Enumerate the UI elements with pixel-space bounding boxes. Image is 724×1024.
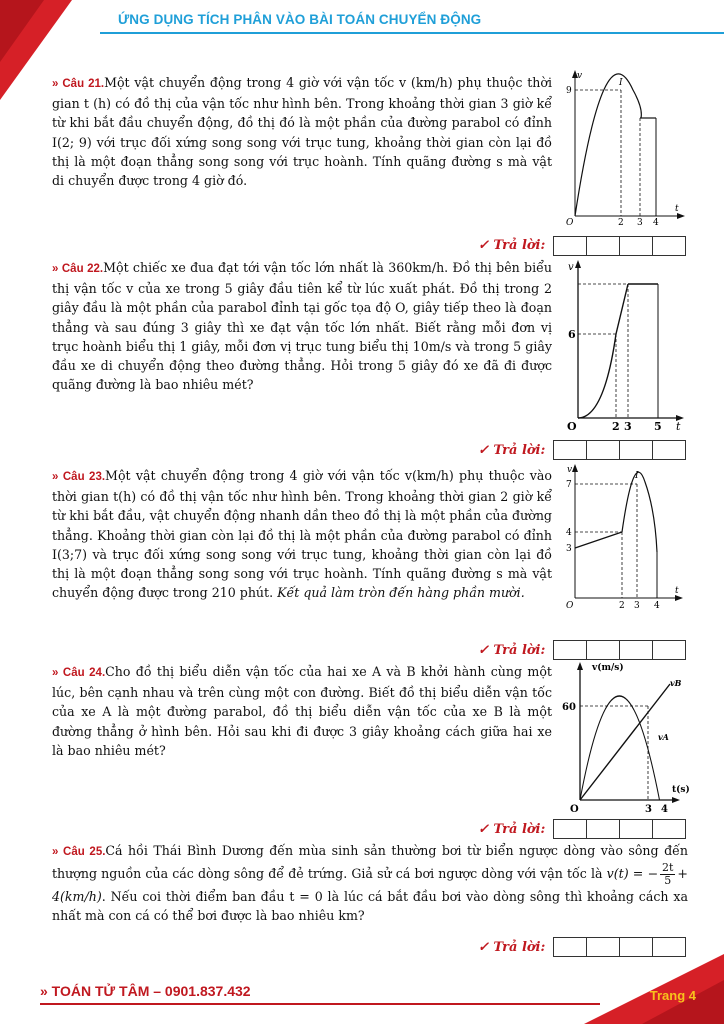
question-text: Một vật chuyển động trong 4 giờ với vận tốc v(km/h) phụ thuộc vào thời gian t(h) có đồ thị vận tốc như hình bên. Trong khoảng thời gian 2 giờ kể từ khi bắt đầu, vật chuyển động nhanh dần theo đồ thị là một phần của đường thẳng. Khoảng thời gian còn lại đồ thị là một phần của đường parabol có đỉnh I(3;7) và trục đối xứng song song với trục tung, khoảng thời gian còn lại đồ thị là một đoạn thẳng song song với trục hoành. Tính quãng đường s mà vật chuyển động được trong 210 phút.	[52, 468, 552, 601]
question-text: Cho đồ thị biểu diễn vận tốc của hai xe A và B khởi hành cùng một lúc, bên cạnh nhau và trên cùng một con đường. Biết đồ thị biểu diễn vận tốc của xe A là một đường parabol, đồ thị biểu diễn vận tốc của xe B là một đường thẳng ở hình bên. Hỏi sau khi đi được 3 giây khoảng cách giữa hai xe là bao nhiêu mét?	[52, 664, 552, 758]
origin-label: O	[567, 420, 577, 433]
x-axis-label: t	[676, 420, 681, 433]
question-text: Một vật chuyển động trong 4 giờ với vận tốc v (km/h) phụ thuộc thời gian t (h) có đồ thị của vận tốc như hình bên. Trong khoảng thời gian 3 giờ kể từ khi bắt đầu chuyển động, đồ thị đó là một phần của đường parabol có đỉnh I(2; 9) với trục đối xứng song song với trục tung, khoảng thời gian còn lại đồ thị là một đoạn thẳng song song với trục hoành. Tính quãng đường s mà vật di chuyển được trong 4 giờ đó.	[52, 75, 552, 189]
y-tick-label: 6	[568, 328, 576, 341]
answer-boxes[interactable]	[553, 236, 686, 256]
x-tick-label: 3	[624, 420, 632, 433]
question-21	[52, 73, 552, 190]
question-text: Một chiếc xe đua đạt tới vận tốc lớn nhất là 360km/h. Đồ thị bên biểu thị vận tốc v của xe trong 5 giây đầu tiên kể từ lúc xuất phát. Đồ thị trong 2 giây đầu là một phần của parabol đỉnh tại gốc tọa độ O, giây tiếp theo là đoạn thẳng và sau đúng 3 giây thì xe đạt vận tốc lớn nhất. Biết rằng mỗi đơn vị trục hoành biểu thị 1 giây, mỗi đơn vị trục tung biểu thị 10m/s và trong 5 giây đầu xe di chuyển động theo đường thẳng. Hỏi trong 5 giây đó xe đã đi được quãng đường là bao nhiêu mét?	[52, 260, 553, 393]
answer-label: ✓ Trả lời:	[478, 238, 546, 253]
question-24	[52, 662, 552, 760]
question-note: Kết quả làm tròn đến hàng phần mười.	[277, 585, 525, 601]
question-label: » Câu 23.	[52, 471, 106, 483]
vertex-label: I	[619, 78, 623, 88]
graph-q21	[563, 68, 688, 228]
x-axis-label: t	[675, 204, 679, 214]
question-label: » Câu 25.	[52, 846, 106, 858]
graph-q23	[563, 462, 688, 612]
question-text: Cá hồi Thái Bình Dương đến mùa sinh sản thường bơi từ biển ngược dòng vào sông đến thượng nguồn của các dòng sông để đẻ trứng. Giả sử cá bơi ngược dòng với vận tốc là	[52, 843, 688, 882]
formula-rhs: + 4(km/h)	[52, 866, 688, 905]
x-tick-label: 2	[618, 218, 624, 228]
answer-label: ✓ Trả lời:	[478, 443, 546, 458]
answer-label: ✓ Trả lời:	[478, 643, 546, 658]
y-tick-label: 4	[566, 528, 572, 538]
y-axis-label: v	[568, 262, 574, 273]
origin-label: O	[566, 601, 574, 611]
question-label: » Câu 22.	[52, 263, 104, 275]
footer-author: » TOÁN TỬ TÂM – 0901.837.432	[40, 983, 251, 999]
fraction-denominator: 5	[664, 874, 672, 888]
question-22	[52, 258, 552, 394]
y-tick-label: 3	[566, 544, 572, 554]
question-25	[52, 841, 688, 926]
fraction-numerator: 2t	[662, 861, 674, 875]
series-a-label: vA	[658, 732, 669, 742]
page-number: Trang 4	[649, 988, 696, 1003]
answer-label: ✓ Trả lời:	[478, 940, 546, 955]
question-23	[52, 466, 552, 602]
y-tick-label: 9	[566, 86, 572, 96]
page-header-title: ỨNG DỤNG TÍCH PHÂN VÀO BÀI TOÁN CHUYỂN ĐỘNG	[118, 12, 482, 27]
x-tick-label: 3	[637, 218, 643, 228]
x-tick-label: 3	[634, 601, 640, 611]
corner-decoration-top-left-inner	[0, 0, 44, 62]
vertex-label: I	[635, 471, 639, 481]
formula-lhs: v(t) = −	[606, 866, 658, 882]
answer-boxes[interactable]	[553, 640, 686, 660]
header-divider	[100, 32, 724, 34]
origin-label: O	[566, 218, 574, 228]
answer-boxes[interactable]	[553, 819, 686, 839]
y-axis-label: v(m/s)	[592, 663, 624, 673]
answer-boxes[interactable]	[553, 440, 686, 460]
y-axis-label: v	[577, 71, 583, 81]
question-label: » Câu 24.	[52, 667, 106, 679]
y-tick-label: 60	[562, 702, 576, 713]
graph-q24	[562, 660, 692, 815]
x-tick-label: 4	[653, 218, 659, 228]
y-tick-label: 7	[566, 480, 572, 490]
x-tick-label: 2	[612, 420, 620, 433]
formula-fraction	[660, 862, 675, 887]
origin-label: O	[570, 804, 579, 815]
x-axis-label: t(s)	[672, 785, 690, 795]
graph-q22	[564, 258, 689, 433]
y-axis-label: v	[567, 465, 573, 475]
series-b-label: vB	[670, 678, 682, 688]
x-axis-label: t	[675, 586, 679, 596]
x-tick-label: 5	[654, 420, 662, 433]
x-tick-label: 4	[654, 601, 660, 611]
x-tick-label: 3	[645, 804, 652, 815]
answer-label: ✓ Trả lời:	[478, 822, 546, 837]
question-label: » Câu 21.	[52, 78, 105, 90]
x-tick-label: 4	[661, 804, 668, 815]
footer-divider	[40, 1003, 600, 1005]
x-tick-label: 2	[619, 601, 625, 611]
question-text-continued: . Nếu coi thời điểm ban đầu t = 0 là lúc cá bắt đầu bơi vào dòng sông thì khoảng cách xa nhất mà con cá có thể bơi được là bao nhiêu km?	[52, 889, 688, 924]
